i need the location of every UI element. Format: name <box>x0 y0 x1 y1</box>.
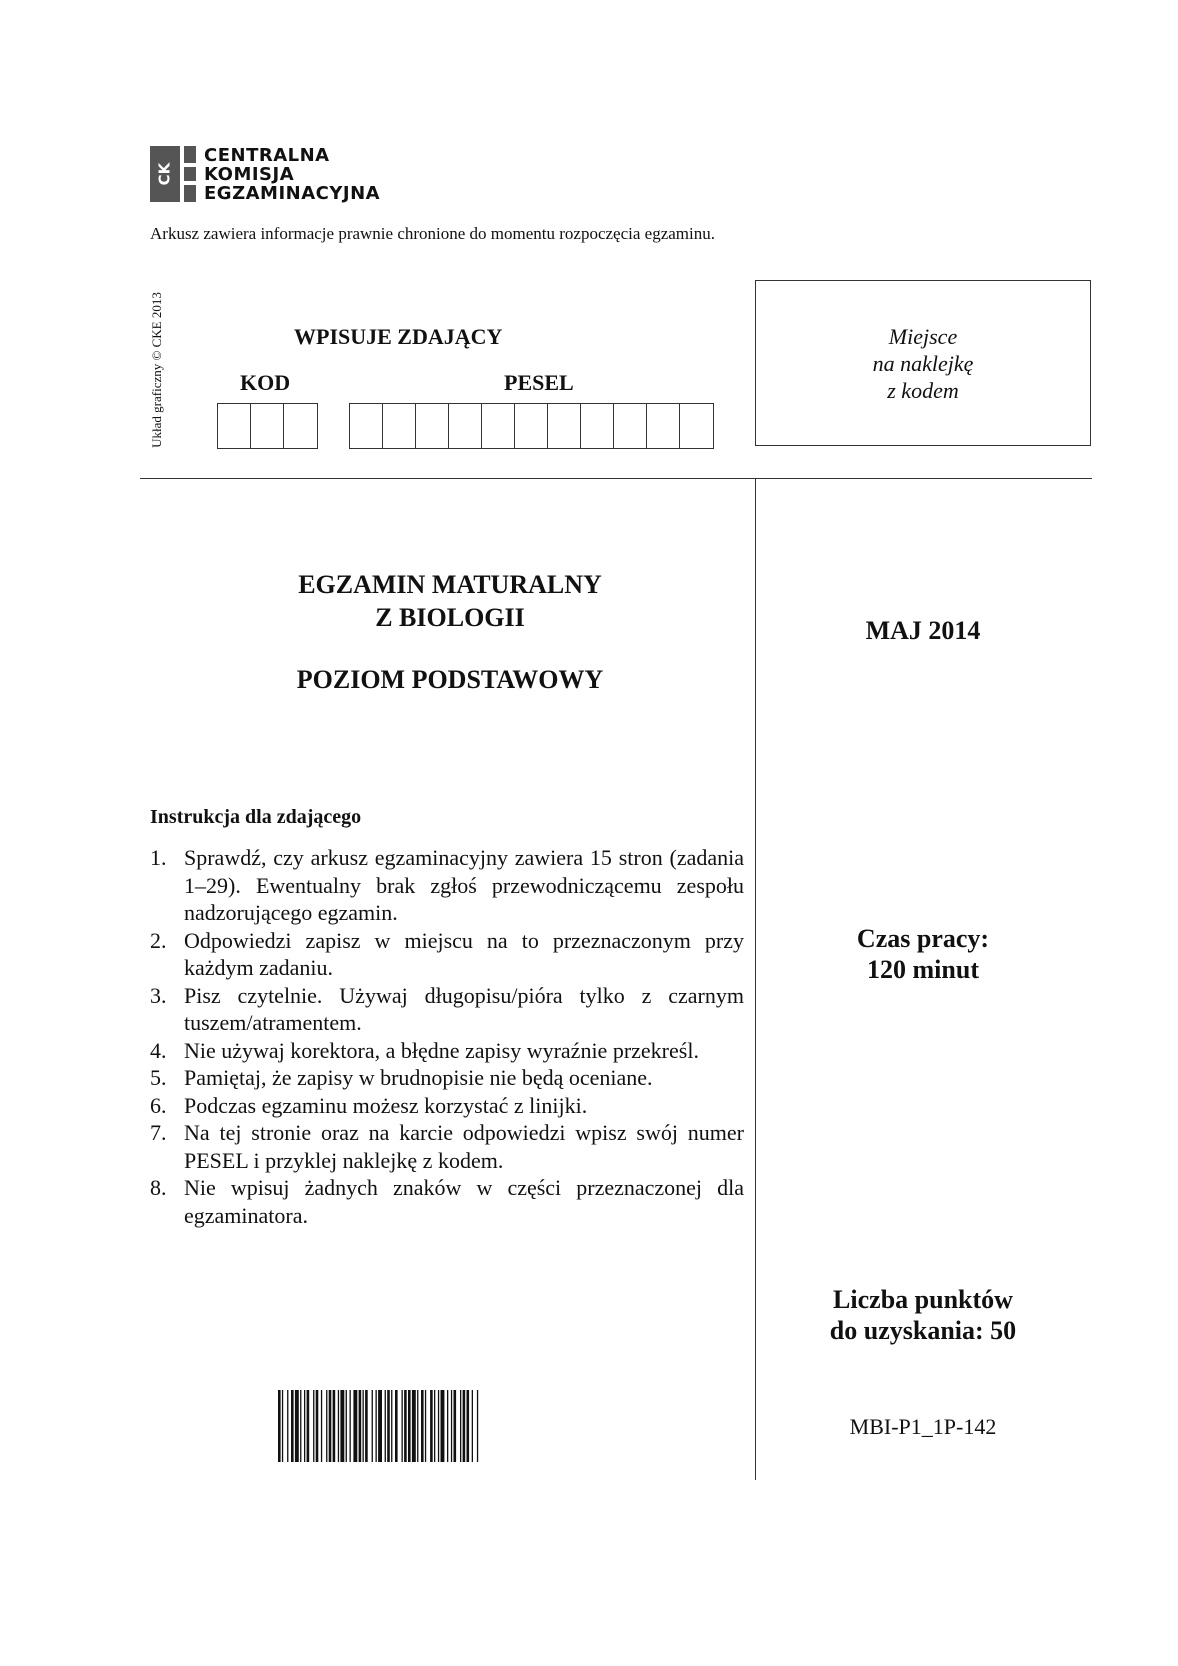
instruction-item <box>150 1037 744 1065</box>
max-points <box>755 1284 1091 1346</box>
instruction-number: 5. <box>150 1065 167 1090</box>
max-points-line-1: Liczba punktów <box>833 1285 1013 1314</box>
pesel-cell[interactable] <box>482 404 515 448</box>
exam-title <box>240 568 660 634</box>
working-time-line-1: Czas pracy: <box>856 924 990 953</box>
instruction-text: Pamiętaj, że zapisy w brudnopisie nie będą oceniane. <box>184 1065 653 1090</box>
sticker-placeholder <box>755 280 1091 446</box>
pesel-cell[interactable] <box>350 404 383 448</box>
instruction-text: Sprawdź, czy arkusz egzaminacyjny zawiera 15 stron (zadania 1–29). Ewentualny brak zgłoś przewodniczącemu zespołu nadzorującego egzamin. <box>184 845 744 925</box>
instruction-item <box>150 927 744 982</box>
exam-title-line-2: Z BIOLOGII <box>375 603 525 632</box>
pesel-cell[interactable] <box>383 404 416 448</box>
instruction-number: 3. <box>150 982 167 1008</box>
instruction-item <box>150 1064 744 1092</box>
working-time <box>755 923 1091 985</box>
graphic-layout-credit-text: Układ graficzny © CKE 2013 <box>149 292 164 448</box>
instructions-list <box>150 844 744 1229</box>
exam-date: MAJ 2014 <box>865 616 981 645</box>
instruction-text: Nie wpisuj żadnych znaków w części przeznaczonej dla egzaminatora. <box>184 1175 744 1228</box>
sheet-code: MBI-P1_1P-142 <box>849 1414 997 1439</box>
pesel-label: PESEL <box>504 370 574 395</box>
kod-cell[interactable] <box>284 404 317 448</box>
pesel-input-boxes[interactable] <box>349 403 714 449</box>
graphic-layout-credit <box>140 270 174 470</box>
instruction-text: Pisz czytelnie. Używaj długopisu/pióra tylko z czarnym tuszem/atramentem. <box>184 982 744 1035</box>
instruction-item <box>150 1119 744 1174</box>
kod-cell[interactable] <box>251 404 284 448</box>
exam-level: POZIOM PODSTAWOWY <box>296 665 604 694</box>
copyright-notice: Arkusz zawiera informacje prawnie chronione do momentu rozpoczęcia egzaminu. <box>150 224 716 243</box>
kod-label: KOD <box>240 370 291 395</box>
pesel-cell[interactable] <box>647 404 680 448</box>
instruction-number: 6. <box>150 1092 167 1118</box>
instruction-item <box>150 1174 744 1229</box>
instruction-number: 4. <box>150 1037 167 1063</box>
logo-text <box>204 146 380 203</box>
instruction-item <box>150 1092 744 1120</box>
pesel-cell[interactable] <box>614 404 647 448</box>
kod-cell[interactable] <box>218 404 251 448</box>
instruction-item <box>150 982 744 1037</box>
logo-line-2: KOMISJA <box>204 164 295 185</box>
barcode-icon <box>278 1390 616 1462</box>
horizontal-divider <box>140 478 1092 479</box>
instruction-text: Na tej stronie oraz na karcie odpowiedzi wpisz swój numer PESEL i przyklej naklejkę z kodem. <box>184 1120 744 1173</box>
logo-mark-letters: CK <box>155 162 174 186</box>
exam-title-line-1: EGZAMIN MATURALNY <box>298 570 602 599</box>
instruction-text: Nie używaj korektora, a błędne zapisy wyraźnie przekreśl. <box>184 1037 699 1063</box>
logo-line-1: CENTRALNA <box>204 145 330 166</box>
instruction-number: 2. <box>150 927 167 953</box>
sticker-line-1: Miejsce <box>888 323 958 349</box>
cke-logo-mark-icon <box>150 146 196 202</box>
max-points-line-2: do uzyskania: 50 <box>829 1316 1017 1345</box>
pesel-cell[interactable] <box>548 404 581 448</box>
instruction-number: 7. <box>150 1120 167 1145</box>
form-heading: WPISUJE ZDAJĄCY <box>294 324 503 349</box>
sticker-line-3: z kodem <box>887 377 959 403</box>
instruction-number: 1. <box>150 845 167 870</box>
instruction-number: 8. <box>150 1175 167 1200</box>
instruction-text: Odpowiedzi zapisz w miejscu na to przeznaczonym przy każdym zadaniu. <box>184 927 744 980</box>
pesel-cell[interactable] <box>416 404 449 448</box>
working-time-line-2: 120 minut <box>867 955 979 984</box>
pesel-cell[interactable] <box>680 404 713 448</box>
logo-line-3: EGZAMINACYJNA <box>204 183 381 204</box>
instruction-item <box>150 844 744 927</box>
pesel-cell[interactable] <box>515 404 548 448</box>
pesel-cell[interactable] <box>581 404 614 448</box>
kod-input-boxes[interactable] <box>217 403 318 449</box>
instruction-text: Podczas egzaminu możesz korzystać z linijki. <box>184 1092 588 1118</box>
instructions-heading: Instrukcja dla zdającego <box>150 806 362 828</box>
sticker-line-2: na naklejkę <box>872 350 974 376</box>
pesel-cell[interactable] <box>449 404 482 448</box>
